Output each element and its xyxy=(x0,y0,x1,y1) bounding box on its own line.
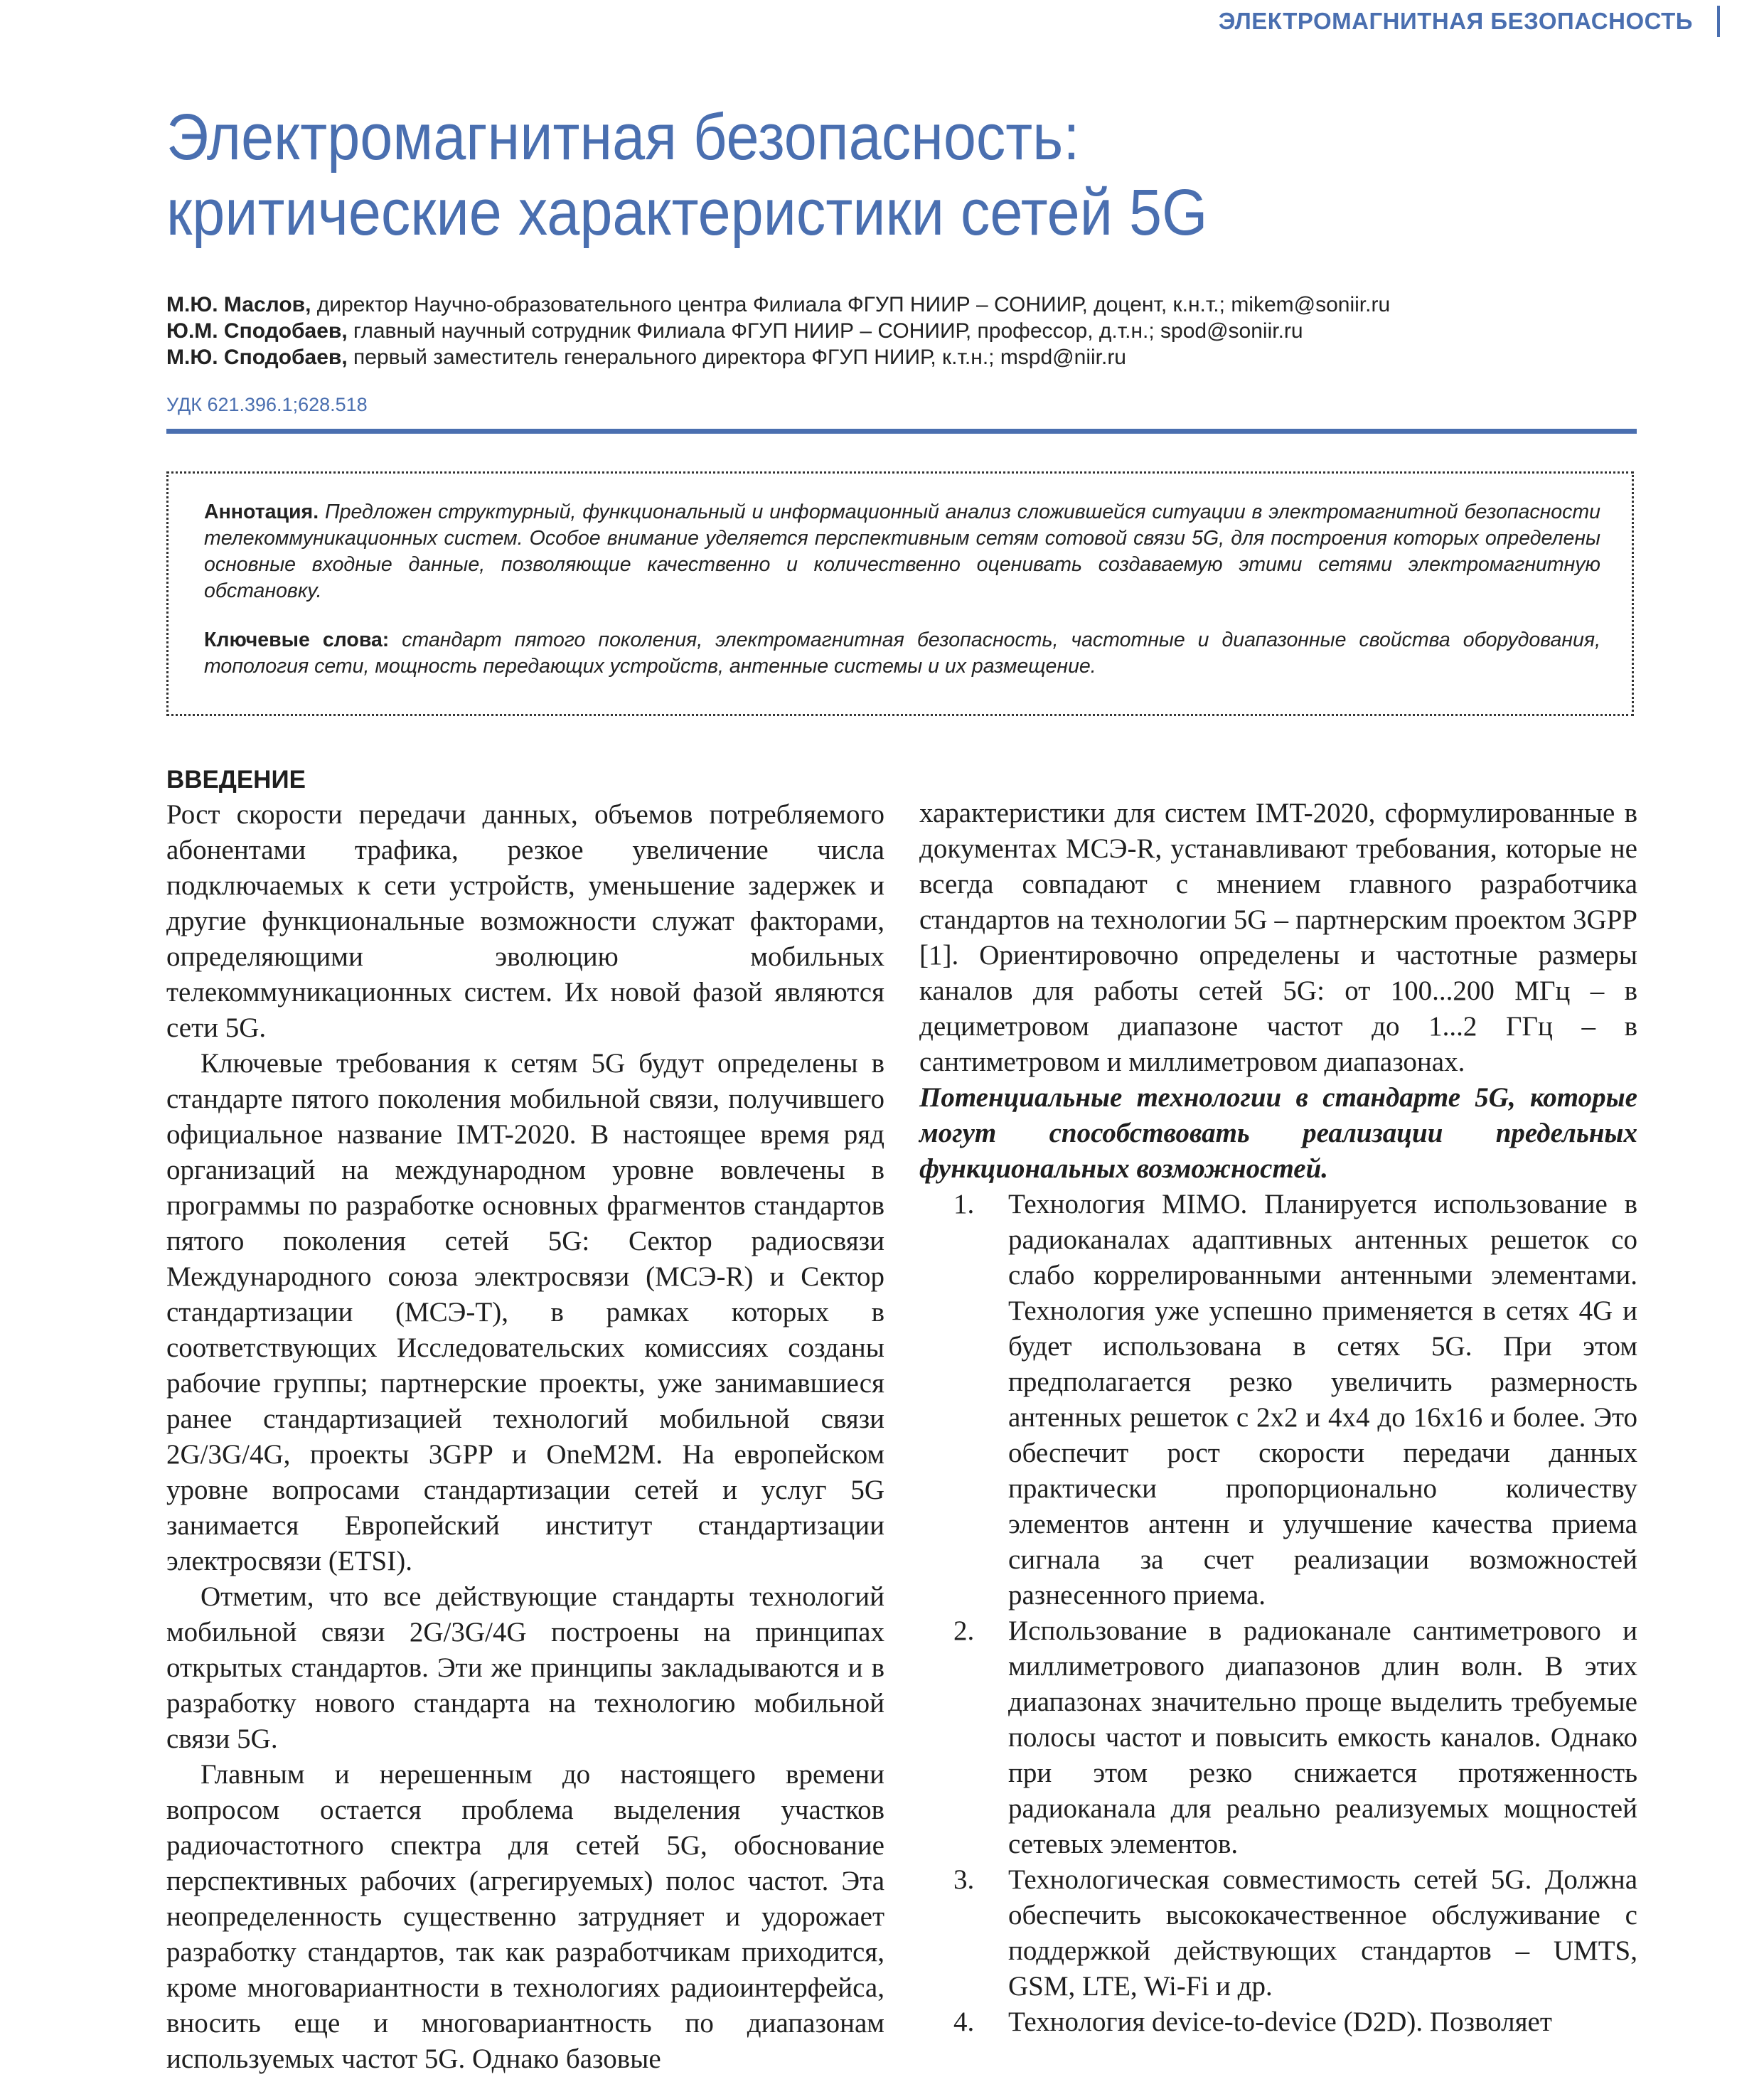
running-header-bar xyxy=(1717,6,1720,37)
subsection-heading: Потенциальные технологии в стандарте 5G, которые могут способствовать реализации предельных функциональных возможностей. xyxy=(919,1082,1637,1184)
technology-list xyxy=(919,1187,1637,2040)
article-title xyxy=(166,100,1510,250)
abstract-text: Предложен структурный, функциональный и информационный анализ сложившейся ситуации в электромагнитной безопасности телекоммуникационных систем. Особое внимание уделяется перспективным сетям сотовой связи 5G, для построения которых определены основные входные данные, позволяющие качественно и количественно оценивать создаваемую этими сетями электромагнитную обстановку. xyxy=(204,501,1600,602)
keywords-label: Ключевые слова: xyxy=(204,629,390,651)
list-item xyxy=(919,1862,1637,2004)
author-entry xyxy=(166,344,1645,370)
list-item-text: Технологическая совместимость сетей 5G. Должна обеспечить высококачественное обслуживание с поддержкой действующих стандартов – UMTS, GSM, LTE, Wi-Fi и др. xyxy=(1008,1864,1637,2002)
list-item xyxy=(919,1613,1637,1862)
list-item-number: 4. xyxy=(953,2007,975,2037)
author-affiliation: главный научный сотрудник Филиала ФГУП НИИР – СОНИИР, профессор, д.т.н.; spod@soniir.ru xyxy=(353,319,1303,343)
article-title-line-1: Электромагнитная безопасность: xyxy=(166,101,1080,173)
body-paragraph: Ключевые требования к сетям 5G будут определены в стандарте пятого поколения мобильной связи, получившего официальное название IMT-2020. В настоящее время ряд организаций на международном уровне вовлечены в программы по разработке основных фрагментов стандартов пятого поколения сетей 5G: Сектор радиосвязи Международного союза электросвязи (МСЭ-R) и Сектор стандартизации (МСЭ-Т), в рамках которых в соответствующих Исследовательских комиссиях созданы рабочие группы; партнерские проекты, уже занимавшиеся ранее стандартизацией технологий мобильной связи 2G/3G/4G, проекты 3GPP и OneM2M. На европейском уровне вопросами стандартизации сетей и услуг 5G занимается Европейский институт стандартизации электросвязи (ETSI). xyxy=(166,1048,884,1576)
right-column xyxy=(919,796,1637,2040)
author-entry xyxy=(166,292,1645,318)
author-affiliation: первый заместитель генерального директора ФГУП НИИР, к.т.н.; mspd@niir.ru xyxy=(353,346,1126,369)
body-paragraph: Рост скорости передачи данных, объемов потребляемого абонентами трафика, резкое увеличение числа подключаемых к сети устройств, уменьшение задержек и другие функциональные возможности служат факторами, определяющими эволюцию мобильных телекоммуникационных систем. Их новой фазой являются сети 5G. xyxy=(166,799,884,1043)
running-header-title: ЭЛЕКТРОМАГНИТНАЯ БЕЗОПАСНОСТЬ xyxy=(1218,8,1693,34)
running-header xyxy=(1219,6,1720,37)
body-paragraph: Отметим, что все действующие стандарты технологий мобильной связи 2G/3G/4G построены на принципах открытых стандартов. Эти же принципы закладываются и в разработку нового стандарта на технологию мобильной связи 5G. xyxy=(166,1581,884,1754)
abstract-label: Аннотация. xyxy=(204,501,319,523)
author-entry xyxy=(166,318,1645,344)
udk-code: УДК 621.396.1;628.518 xyxy=(166,394,368,415)
keywords-text: стандарт пятого поколения, электромагнитная безопасность, частотные и диапазонные свойства оборудования, топология сети, мощность передающих устройств, антенные системы и их размещение. xyxy=(204,629,1600,678)
article-title-line-2: критические характеристики сетей 5G xyxy=(166,176,1208,249)
abstract-box xyxy=(166,471,1634,716)
list-item xyxy=(919,2004,1637,2040)
list-item-number: 2. xyxy=(953,1615,975,1646)
body-paragraph: характеристики для систем IMT-2020, сформулированные в документах МСЭ-R, устанавливают требования, которые не всегда совпадают с мнением главного разработчика стандартов на технологии 5G – партнерским проектом 3GPP [1]. Ориентировочно определены и частотные размеры каналов для работы сетей 5G: от 100...200 МГц – в дециметровом диапазоне частот до 1...2 ГГц – в сантиметровом и миллиметровом диапазонах. xyxy=(919,798,1637,1077)
left-column xyxy=(166,764,884,2077)
abstract xyxy=(204,499,1600,604)
list-item-number: 1. xyxy=(953,1189,975,1219)
list-item-text: Технология device-to-device (D2D). Позволяет xyxy=(1008,2007,1552,2037)
author-name: М.Ю. Сподобаев, xyxy=(166,346,348,369)
list-item xyxy=(919,1187,1637,1613)
list-item-text: Использование в радиоканале сантиметрового и миллиметрового диапазонов длин волн. В этих диапазонах значительно проще выделить требуемые полосы частот и повысить емкость каналов. Однако при этом резко снижается протяженность радиоканала для реально реализуемых мощностей сетевых элементов. xyxy=(1008,1615,1637,1859)
header-divider xyxy=(166,429,1637,434)
author-list xyxy=(166,292,1645,370)
list-item-number: 3. xyxy=(953,1864,975,1895)
list-item-text: Технология MIMO. Планируется использование в радиоканалах адаптивных антенных решеток со слабо коррелированными антенными элементами. Технология уже успешно применяется в сетях 4G и будет использована в сетях 5G. При этом предполагается резко увеличить размерность антенных решеток с 2x2 и 4x4 до 16x16 и более. Это обеспечит рост скорости передачи данных практически пропорционально количеству элементов антенн и улучшение качества приема сигнала за счет реализации возможностей разнесенного приема. xyxy=(1008,1189,1637,1610)
author-name: Ю.М. Сподобаев, xyxy=(166,319,348,343)
author-affiliation: директор Научно-образовательного центра Филиала ФГУП НИИР – СОНИИР, доцент, к.н.т.; mikem@soniir.ru xyxy=(316,293,1391,316)
body-paragraph: Главным и нерешенным до настоящего времени вопросом остается проблема выделения участков радиочастотного спектра для сетей 5G, обоснование перспективных рабочих (агрегируемых) полос частот. Эта неопределенность существенно затрудняет и удорожает разработку стандартов, так как разработчикам приходится, кроме многовариантности в технологиях радиоинтерфейса, вносить еще и многовариантность по диапазонам используемых частот 5G. Однако базовые xyxy=(166,1759,884,2074)
section-heading: ВВЕДЕНИЕ xyxy=(166,766,306,794)
author-name: М.Ю. Маслов, xyxy=(166,293,311,316)
keywords xyxy=(204,627,1600,680)
